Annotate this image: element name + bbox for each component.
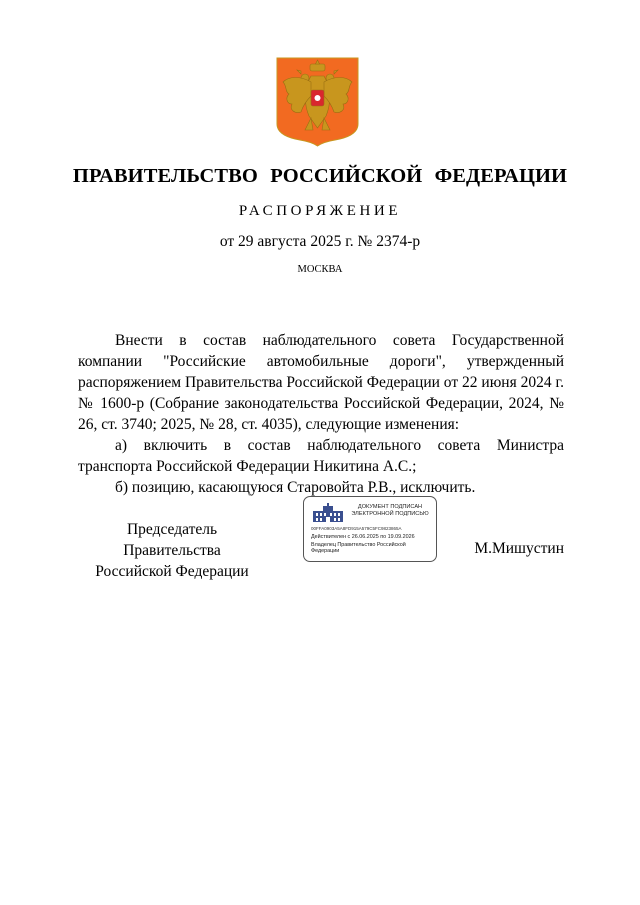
coat-of-arms-icon bbox=[275, 56, 360, 147]
signatory-position bbox=[78, 519, 266, 582]
document-place: МОСКВА bbox=[297, 264, 343, 275]
signatory-name: М.Мишустин bbox=[474, 540, 564, 557]
stamp-validity: Действителен с 26.06.2025 по 19.09.2026 bbox=[311, 534, 415, 540]
government-building-icon bbox=[311, 503, 345, 523]
body-paragraph-3: б) позицию, касающуюся Старовойта Р.В., исключить. bbox=[115, 479, 476, 496]
electronic-signature-stamp bbox=[303, 496, 437, 562]
signatory-position-line-1: Председатель Правительства bbox=[123, 521, 221, 559]
stamp-title bbox=[344, 504, 436, 519]
document-type: РАСПОРЯЖЕНИЕ bbox=[238, 203, 402, 219]
government-title: ПРАВИТЕЛЬСТВО РОССИЙСКОЙ ФЕДЕРАЦИИ bbox=[72, 165, 568, 187]
stamp-title-line-1: ДОКУМЕНТ ПОДПИСАН bbox=[357, 504, 423, 510]
stamp-owner: Владелец Правительство Российской Федерации bbox=[311, 542, 406, 555]
document-body bbox=[78, 330, 564, 498]
document-date-number: от 29 августа 2025 г. № 2374-р bbox=[219, 233, 421, 250]
body-paragraph-2: а) включить в состав наблюдательного совета Министра транспорта Российской Федерации Никитина А.С.; bbox=[78, 437, 564, 475]
body-paragraph-1: Внести в состав наблюдательного совета Государственной компании "Российские автомобильные дороги", утвержденный распоряжением Правительства Российской Федерации от 22 июня 2024 г. № 1600-р (Собрание законодательства Российской Федерации, 2024, № 26, ст. 3740; 2025, № 28, ст. 4035), следующие изменения: bbox=[78, 332, 564, 433]
stamp-title-line-2: ЭЛЕКТРОННОЙ ПОДПИСЬЮ bbox=[351, 511, 429, 518]
stamp-certificate-number: 00FFA0903A5A8FD915A579C5FC9823865A bbox=[311, 526, 402, 531]
signatory-position-line-2: Российской Федерации bbox=[95, 563, 249, 580]
